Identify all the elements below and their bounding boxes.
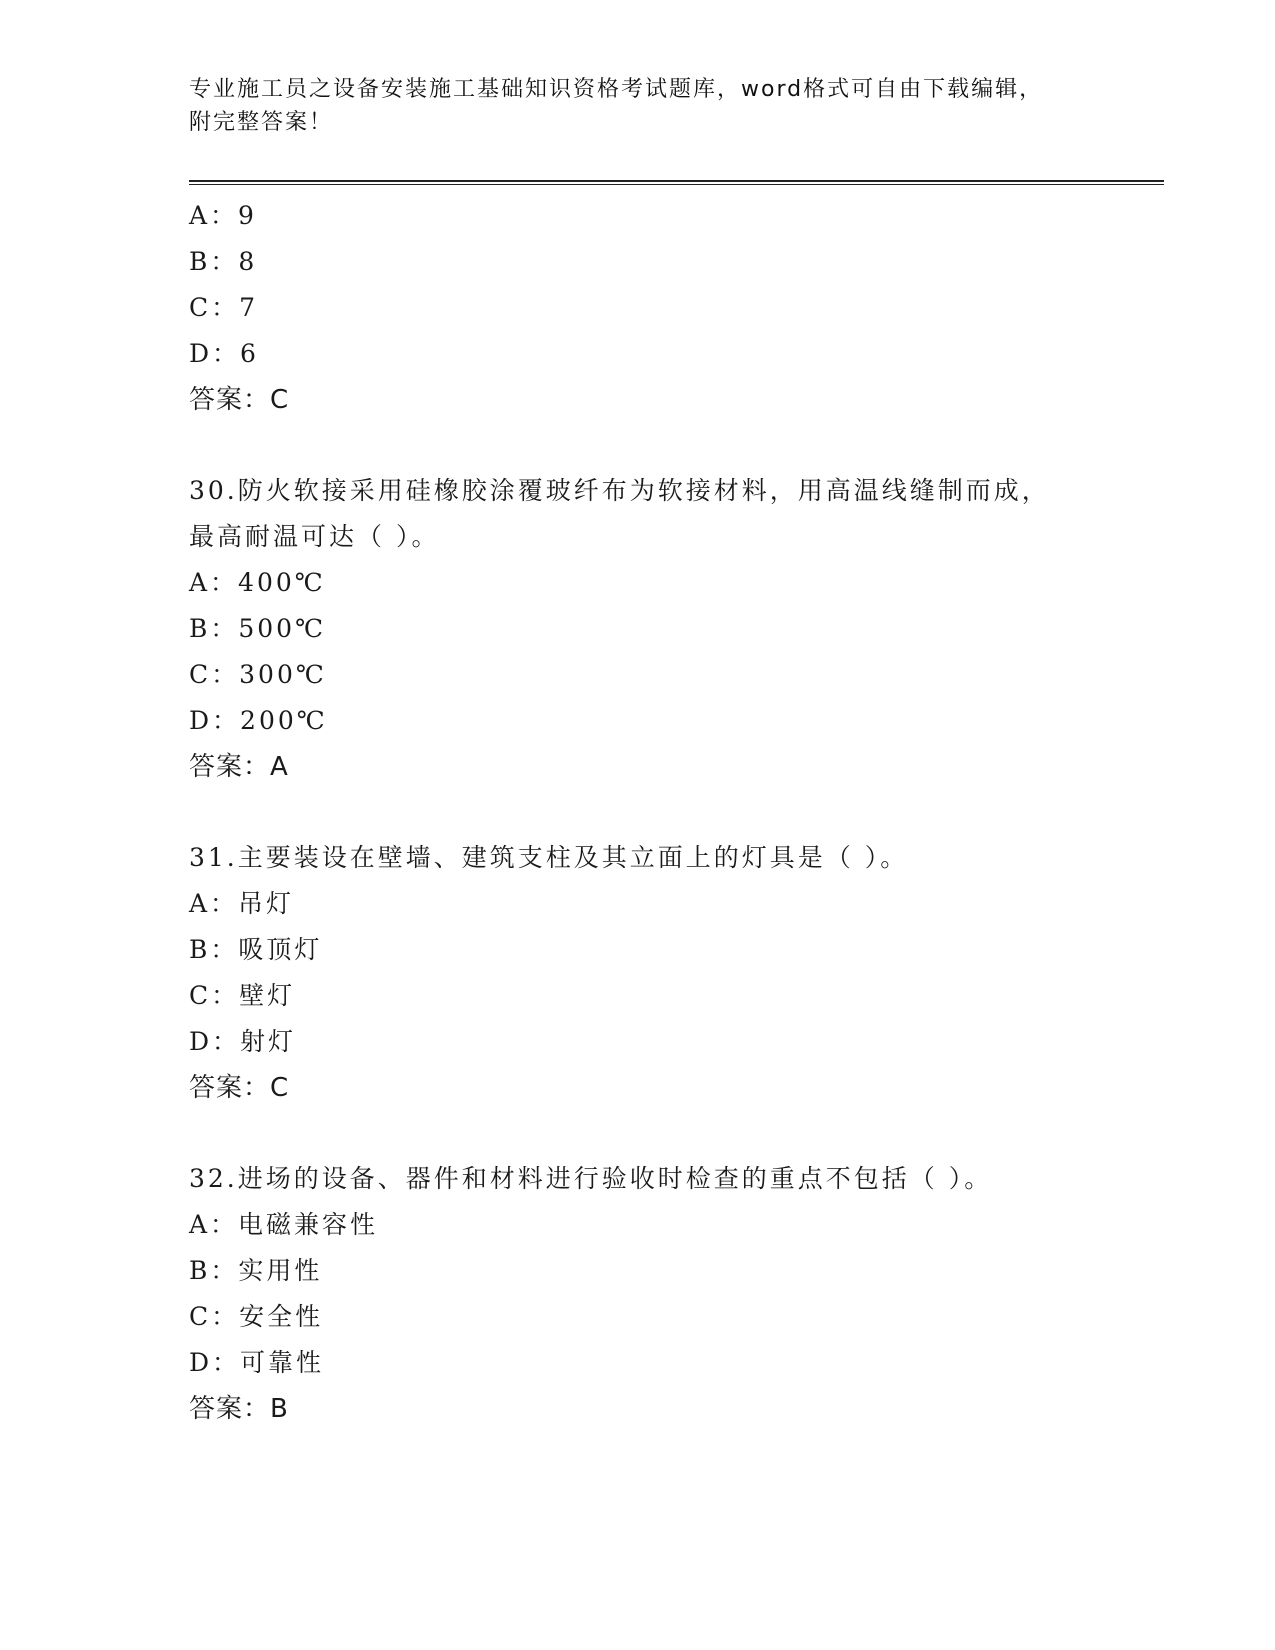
option-b: B：500℃: [189, 614, 327, 643]
option-c: C：壁灯: [189, 981, 296, 1010]
question-stem-line-2: 最高耐温可达（ ）。: [189, 522, 440, 551]
question-32: [189, 1156, 1149, 1432]
option-d: D：可靠性: [189, 1348, 325, 1377]
header-line-1: 专业施工员之设备安装施工基础知识资格考试题库，word格式可自由下载编辑，: [189, 77, 1044, 102]
header-line-2: 附完整答案！: [189, 110, 334, 135]
option-a: A：9: [189, 201, 257, 230]
question-gap: [189, 1111, 1149, 1156]
question-31: [189, 835, 1149, 1111]
question-stem-line-1: 32.进场的设备、器件和材料进行验收时检查的重点不包括（ ）。: [189, 1164, 993, 1193]
question-stem-line-1: 31.主要装设在壁墙、建筑支柱及其立面上的灯具是（ ）。: [189, 843, 909, 872]
option-a: A：400℃: [189, 568, 326, 597]
option-a: A：吊灯: [189, 889, 295, 918]
answer-line: 答案：A: [189, 752, 289, 782]
document-header: [189, 73, 1129, 139]
header-divider: [189, 180, 1164, 185]
answer-line: 答案：B: [189, 1394, 289, 1424]
option-d: D：200℃: [189, 706, 328, 735]
option-b: B：8: [189, 247, 258, 276]
option-c: C：300℃: [189, 660, 327, 689]
option-d: D：6: [189, 339, 259, 368]
option-a: A：电磁兼容性: [189, 1210, 379, 1239]
option-b: B：吸顶灯: [189, 935, 323, 964]
question-29-tail: [189, 193, 1149, 423]
question-gap: [189, 423, 1149, 468]
option-b: B：实用性: [189, 1256, 323, 1285]
answer-line: 答案：C: [189, 1073, 290, 1103]
question-30: [189, 468, 1149, 790]
option-c: C：安全性: [189, 1302, 324, 1331]
document-body: [189, 193, 1149, 1432]
question-stem-line-1: 30.防火软接采用硅橡胶涂覆玻纤布为软接材料，用高温线缝制而成，: [189, 476, 1050, 505]
question-gap: [189, 790, 1149, 835]
option-d: D：射灯: [189, 1027, 297, 1056]
option-c: C：7: [189, 293, 259, 322]
answer-line: 答案：C: [189, 385, 290, 415]
